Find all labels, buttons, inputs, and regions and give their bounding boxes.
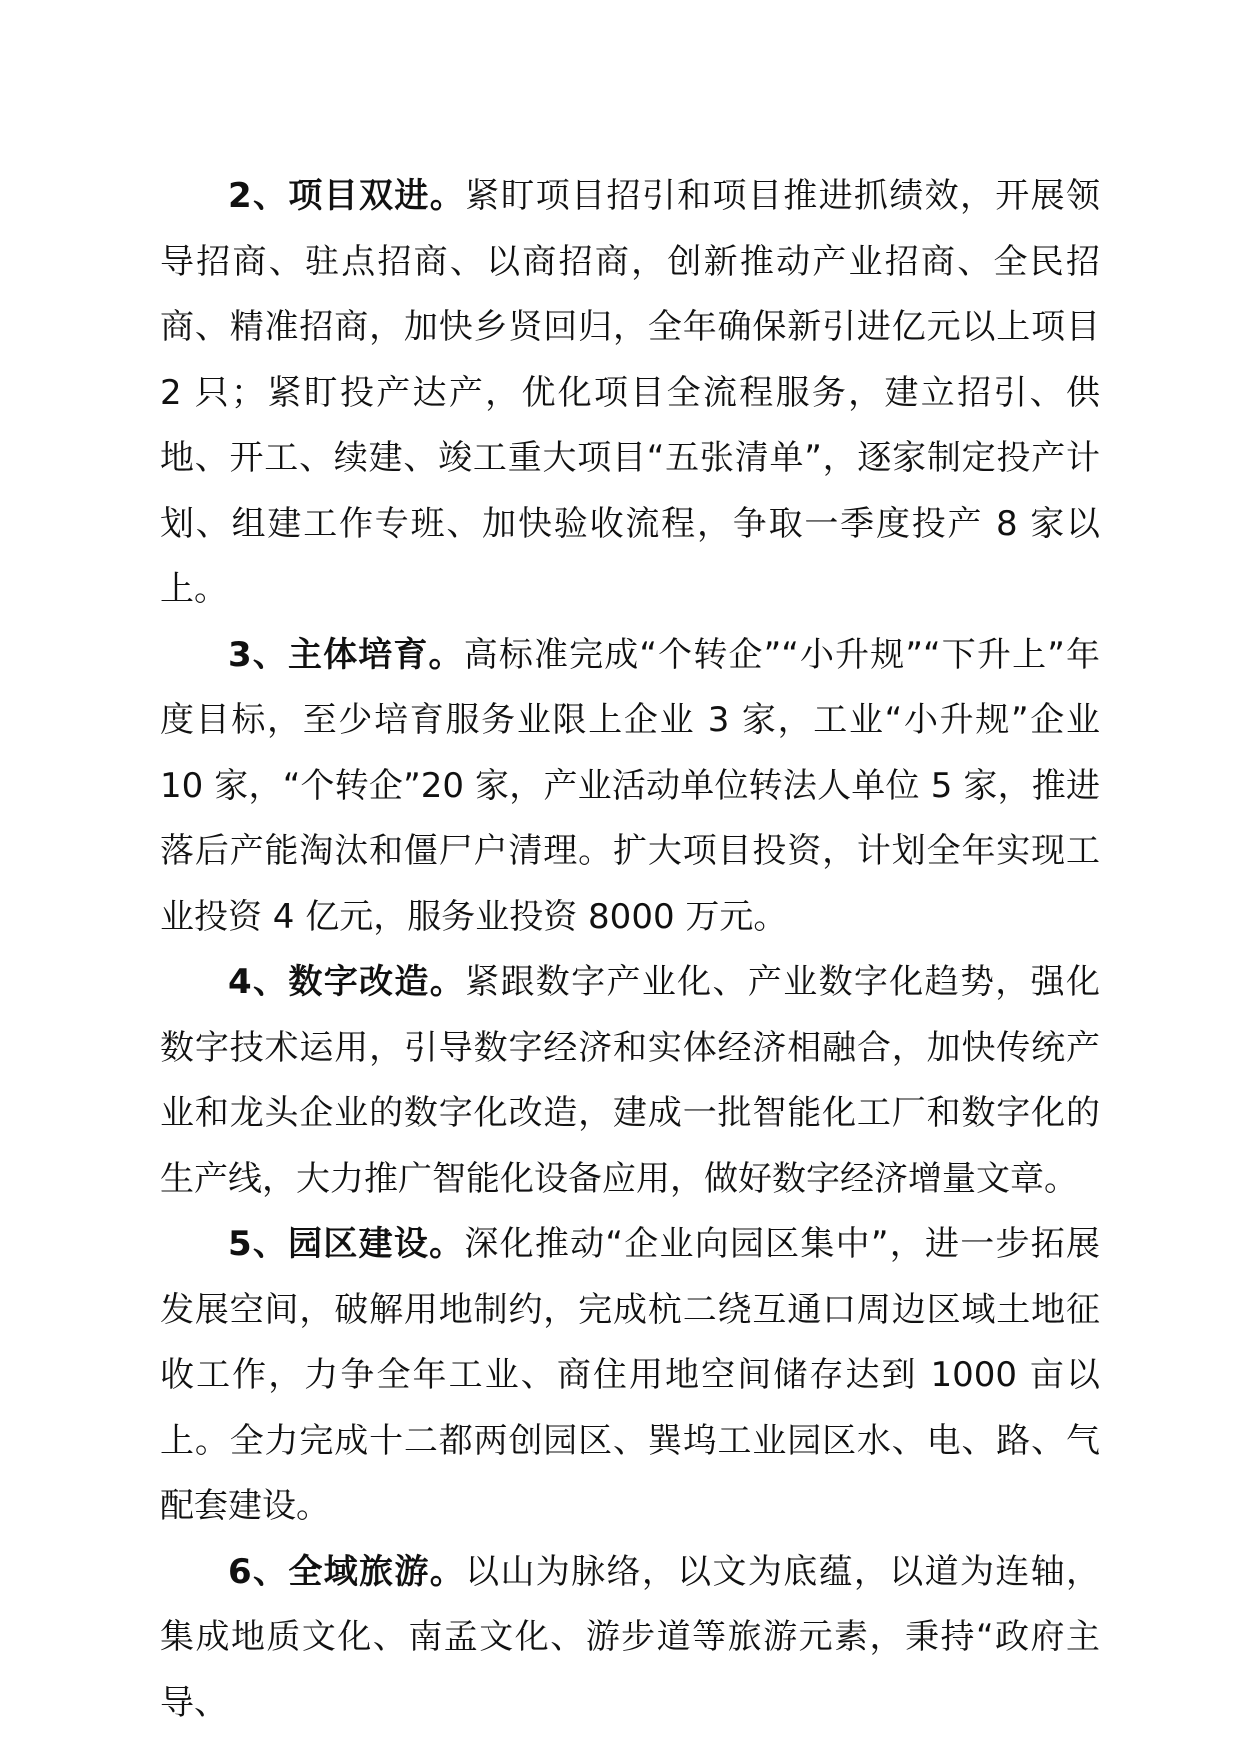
- paragraph-text: 以山为脉络，以文为底蕴，以道为连轴，集成地质文化、南孟文化、游步道等旅游元素，秉持“政府主导、: [160, 1551, 1100, 1723]
- document-body: [160, 164, 1100, 1736]
- paragraph-entity-cultivation: [160, 623, 1100, 951]
- paragraph-park-construction: [160, 1212, 1100, 1540]
- paragraph-heading: 5、园区建设。: [228, 1224, 465, 1264]
- paragraph-all-region-tourism: [160, 1540, 1100, 1737]
- paragraph-text: 深化推动“企业向园区集中”，进一步拓展发展空间，破解用地制约，完成杭二绕互通口周边区域土地征收工作，力争全年工业、商住用地空间储存达到 1000 亩以上。全力完成十二都两创园区、巽坞工业园区水、电、路、气配套建设。: [160, 1224, 1100, 1526]
- paragraph-text: 高标准完成“个转企”“小升规”“下升上”年度目标，至少培育服务业限上企业 3 家，工业“小升规”企业 10 家，“个转企”20 家，产业活动单位转法人单位 5 家，推进落后产能淘汰和僵尸户清理。扩大项目投资，计划全年实现工业投资 4 亿元，服务业投资 8000 万元。: [160, 634, 1100, 937]
- paragraph-digital-transformation: [160, 950, 1100, 1212]
- paragraph-heading: 2、项目双进。: [228, 176, 466, 216]
- paragraph-project-dual-advance: [160, 164, 1100, 623]
- paragraph-heading: 6、全域旅游。: [228, 1551, 466, 1592]
- paragraph-heading: 4、数字改造。: [228, 962, 466, 1002]
- paragraph-heading: 3、主体培育。: [228, 634, 464, 675]
- paragraph-text: 紧跟数字产业化、产业数字化趋势，强化数字技术运用，引导数字经济和实体经济相融合，加快传统产业和龙头企业的数字化改造，建成一批智能化工厂和数字化的生产线，大力推广智能化设备应用，做好数字经济增量文章。: [160, 962, 1100, 1199]
- paragraph-text: 紧盯项目招引和项目推进抓绩效，开展领导招商、驻点招商、以商招商，创新推动产业招商、全民招商、精准招商，加快乡贤回归，全年确保新引进亿元以上项目 2 只；紧盯投产达产，优化项目全流程服务，建立招引、供地、开工、续建、竣工重大项目“五张清单”，逐家制定投产计划、组建工作专班、加快验收流程，争取一季度投产 8 家以上。: [160, 176, 1100, 609]
